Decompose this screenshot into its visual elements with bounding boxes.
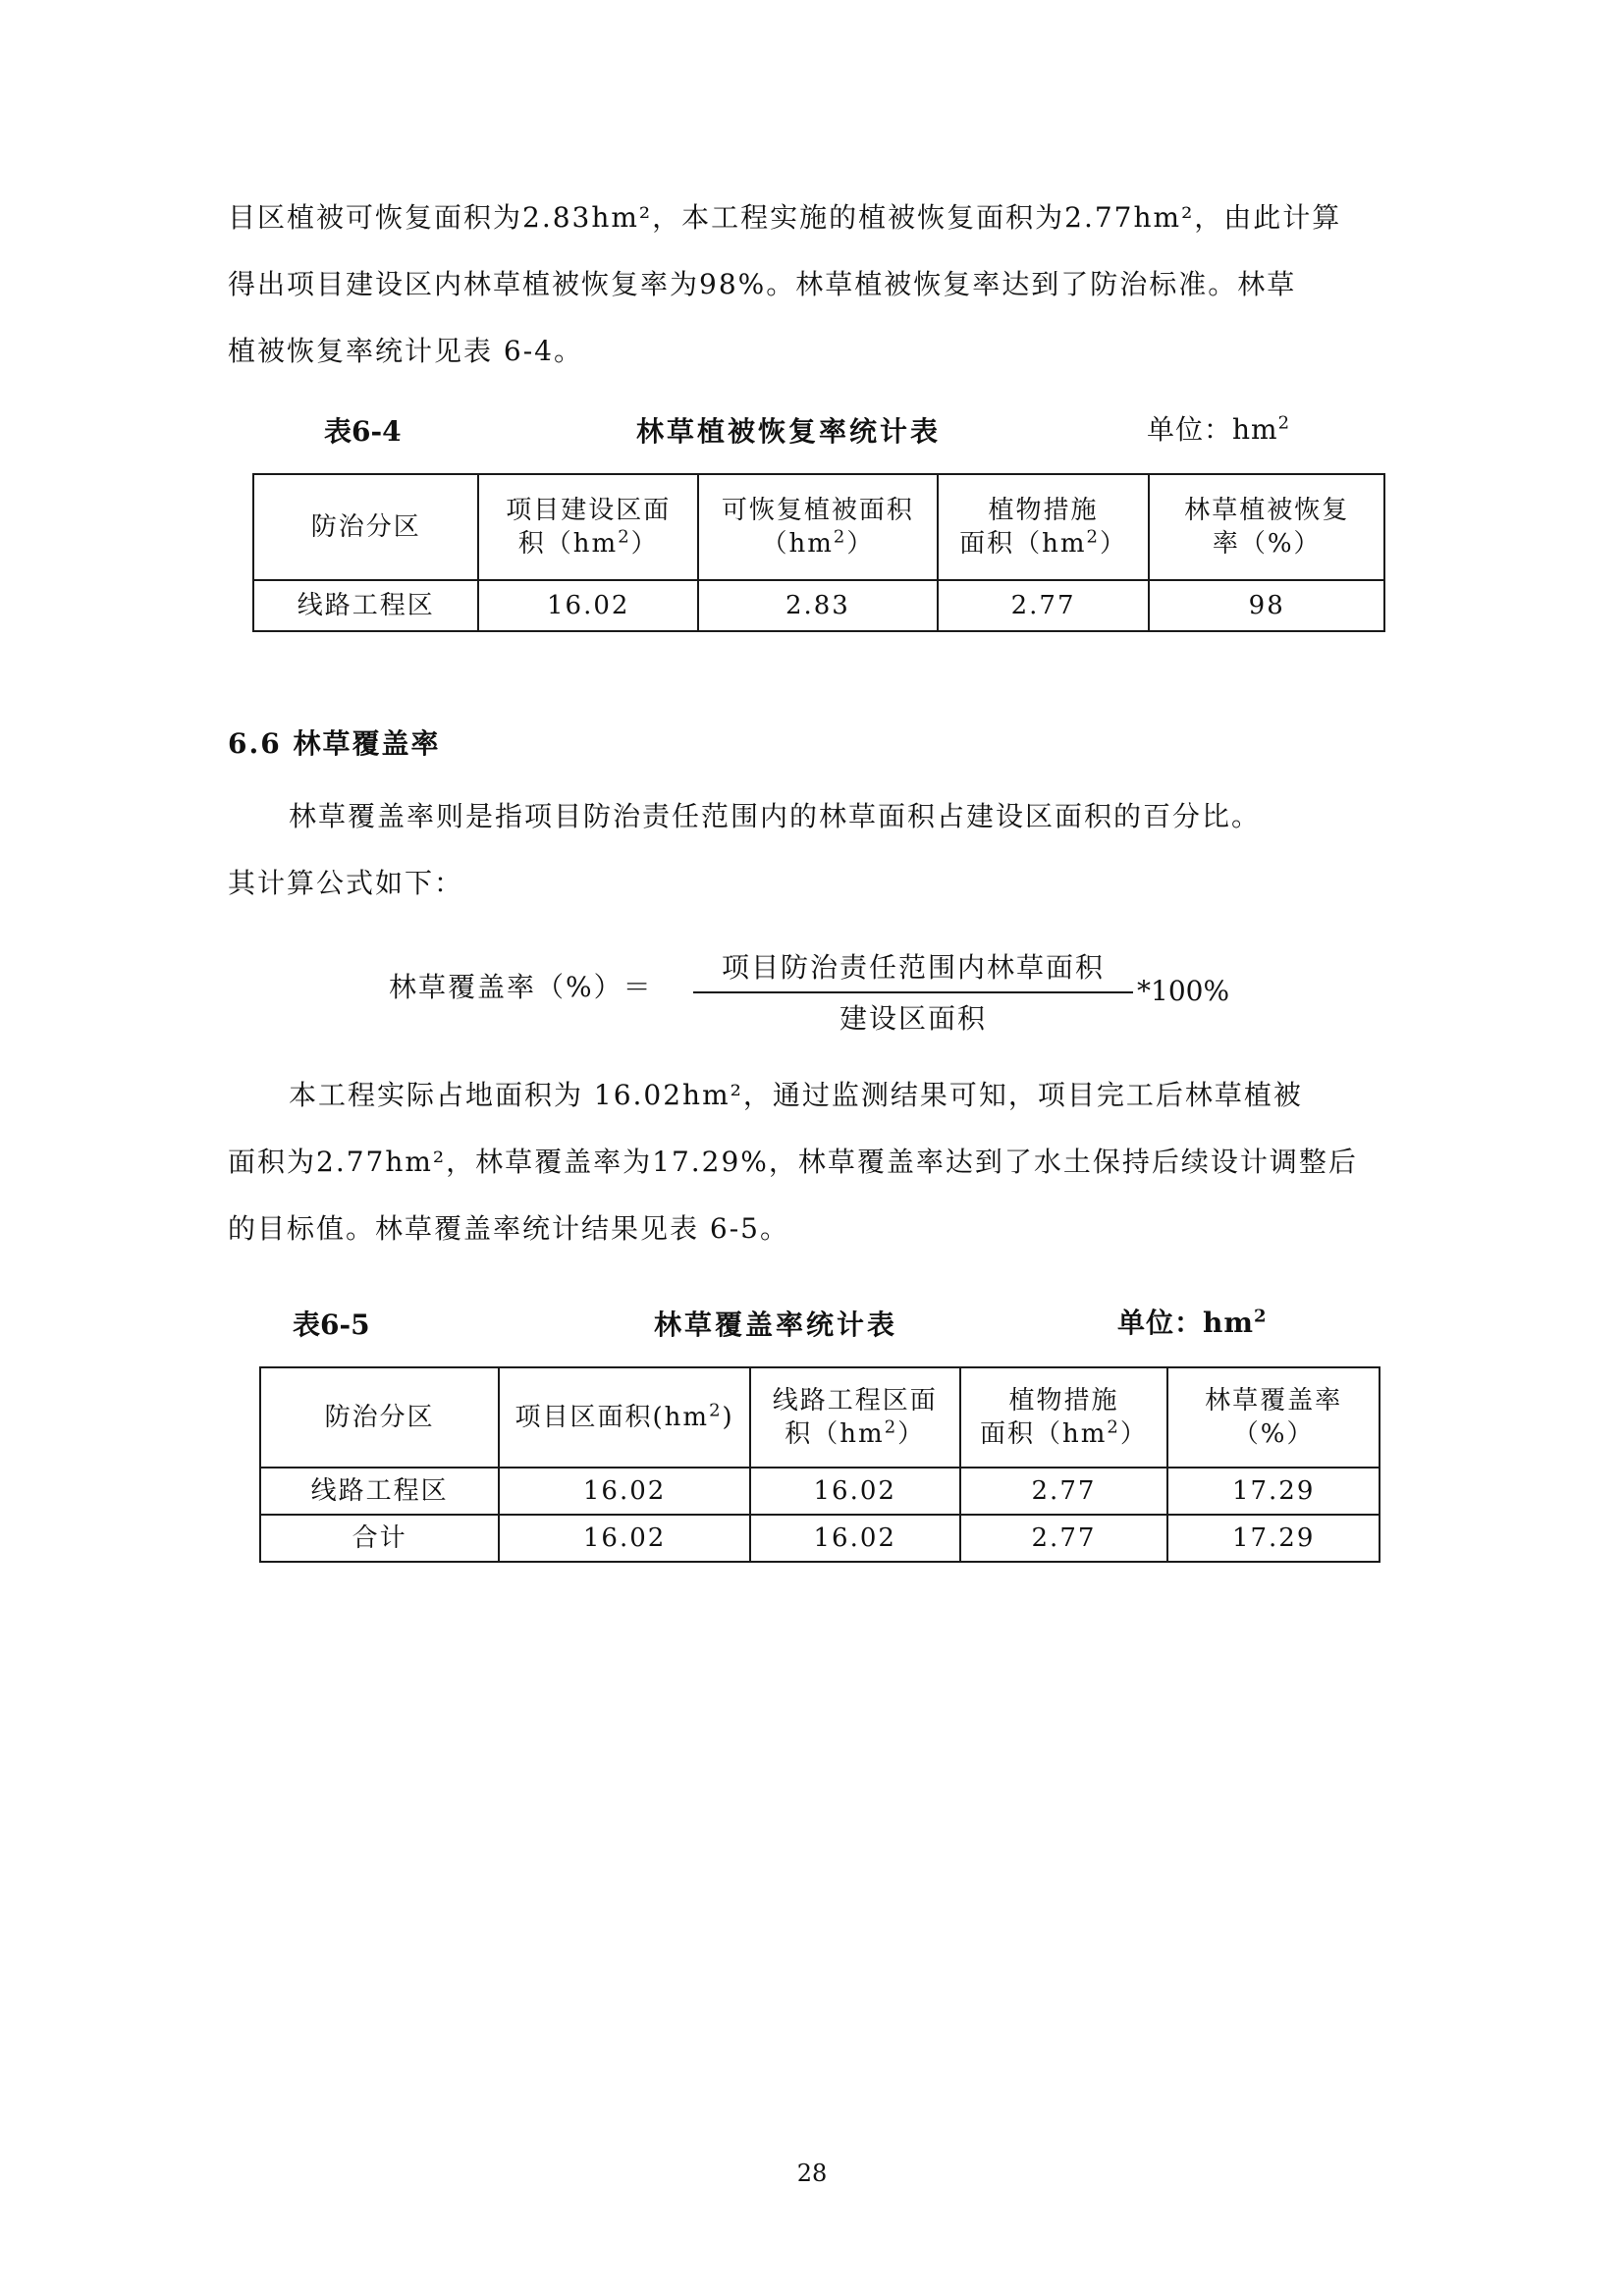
header-text: ）	[630, 529, 659, 559]
header-text: 率（%）	[1212, 529, 1322, 559]
table-row	[260, 1468, 1380, 1515]
formula-denominator: 建设区面积	[839, 1002, 987, 1035]
header-text: 积（hm	[785, 1419, 885, 1449]
header-sup: 2	[833, 526, 847, 548]
header-text: ）	[846, 529, 875, 559]
header-text: 项目建设区面	[506, 496, 672, 525]
text-line: 植被恢复率统计见表 6-4。	[228, 335, 583, 367]
table-header-row	[260, 1367, 1380, 1468]
formula-fraction	[693, 948, 1133, 1039]
header-sup: 2	[1107, 1416, 1120, 1438]
header-text: ）	[1099, 529, 1127, 559]
header-text: 林草植被恢复	[1184, 496, 1350, 525]
header-text: 面积（hm	[959, 529, 1087, 559]
header-text: 林草覆盖率	[1205, 1386, 1343, 1415]
header-text: 项目区面积(hm	[514, 1403, 710, 1432]
table-cell: 16.02	[478, 580, 698, 631]
text-line: 林草覆盖率则是指项目防治责任范围内的林草面积占建设区面积的百分比。	[289, 800, 1262, 832]
header-text: 植物措施	[988, 496, 1099, 525]
formula-numerator: 项目防治责任范围内林草面积	[721, 951, 1105, 984]
unit-text: 单位：hm	[1117, 1307, 1254, 1339]
results-paragraph	[228, 1062, 1367, 1262]
table-cell: 2.77	[960, 1468, 1168, 1515]
table-cell: 17.29	[1167, 1515, 1380, 1562]
table-cell: 17.29	[1167, 1468, 1380, 1515]
table-cell: 线路工程区	[260, 1468, 499, 1515]
table-vegetation-coverage	[259, 1366, 1380, 1563]
header-cell	[478, 474, 698, 580]
header-sup: 2	[1086, 526, 1100, 548]
page-number: 28	[796, 2160, 828, 2187]
unit-sup: 2	[1277, 412, 1291, 434]
table-title: 林草植被恢复率统计表	[636, 415, 942, 448]
table-header-row	[253, 474, 1384, 580]
header-text: )	[722, 1403, 734, 1432]
header-text: ）	[897, 1419, 926, 1449]
table-cell: 合计	[260, 1515, 499, 1562]
table-cell: 2.77	[938, 580, 1150, 631]
section-heading: 6.6 林草覆盖率	[228, 727, 441, 760]
header-cell: 防治分区	[253, 474, 478, 580]
header-cell	[960, 1367, 1168, 1468]
table-cell: 16.02	[499, 1515, 750, 1562]
header-cell: 防治分区	[260, 1367, 499, 1468]
header-text: 线路工程区面	[772, 1386, 938, 1415]
table-cell: 16.02	[499, 1468, 750, 1515]
table-cell: 98	[1149, 580, 1384, 631]
table-cell: 2.77	[960, 1515, 1168, 1562]
header-cell	[499, 1367, 750, 1468]
text-line: 其计算公式如下：	[228, 867, 464, 899]
text-line: 面积为2.77hm²，林草覆盖率为17.29%，林草覆盖率达到了水土保持后续设计调整后	[228, 1146, 1358, 1178]
table-row	[260, 1515, 1380, 1562]
header-sup: 2	[618, 526, 631, 548]
unit-sup: 2	[1254, 1306, 1268, 1327]
definition-paragraph	[228, 783, 1367, 917]
header-sup: 2	[884, 1416, 898, 1438]
header-cell	[1167, 1367, 1380, 1468]
table-unit	[1117, 1304, 1268, 1343]
table-cell: 线路工程区	[253, 580, 478, 631]
header-cell	[938, 474, 1150, 580]
header-cell	[1149, 474, 1384, 580]
formula-lhs: 林草覆盖率（%）＝	[389, 971, 653, 1003]
header-text: ）	[1119, 1419, 1148, 1449]
header-text: 植物措施	[1008, 1386, 1119, 1415]
table-cell: 2.83	[698, 580, 938, 631]
text-line: 本工程实际占地面积为 16.02hm²，通过监测结果可知，项目完工后林草植被	[289, 1079, 1303, 1111]
fraction-bar	[693, 991, 1133, 993]
header-cell	[698, 474, 938, 580]
table-vegetation-recovery	[252, 473, 1385, 632]
formula-rhs: *100%	[1137, 975, 1230, 1007]
header-text: （hm	[761, 529, 834, 559]
table-unit	[1147, 410, 1290, 450]
unit-text: 单位：hm	[1147, 413, 1278, 446]
header-text: 积（hm	[517, 529, 619, 559]
table-cell: 16.02	[750, 1515, 960, 1562]
text-line: 目区植被可恢复面积为2.83hm²，本工程实施的植被恢复面积为2.77hm²，由此计算	[228, 201, 1342, 234]
header-cell	[750, 1367, 960, 1468]
header-sup: 2	[709, 1400, 723, 1421]
header-text: （%）	[1232, 1419, 1315, 1449]
table-number: 表6-4	[324, 415, 402, 448]
intro-paragraph	[228, 185, 1367, 385]
table-title: 林草覆盖率统计表	[654, 1308, 898, 1341]
header-text: 可恢复植被面积	[721, 496, 914, 525]
text-line: 的目标值。林草覆盖率统计结果见表 6-5。	[228, 1212, 789, 1245]
text-line: 得出项目建设区内林草植被恢复率为98%。林草植被恢复率达到了防治标准。林草	[228, 268, 1297, 300]
table-number: 表6-5	[293, 1308, 370, 1341]
table-row	[253, 580, 1384, 631]
table-cell: 16.02	[750, 1468, 960, 1515]
header-text: 面积（hm	[980, 1419, 1108, 1449]
